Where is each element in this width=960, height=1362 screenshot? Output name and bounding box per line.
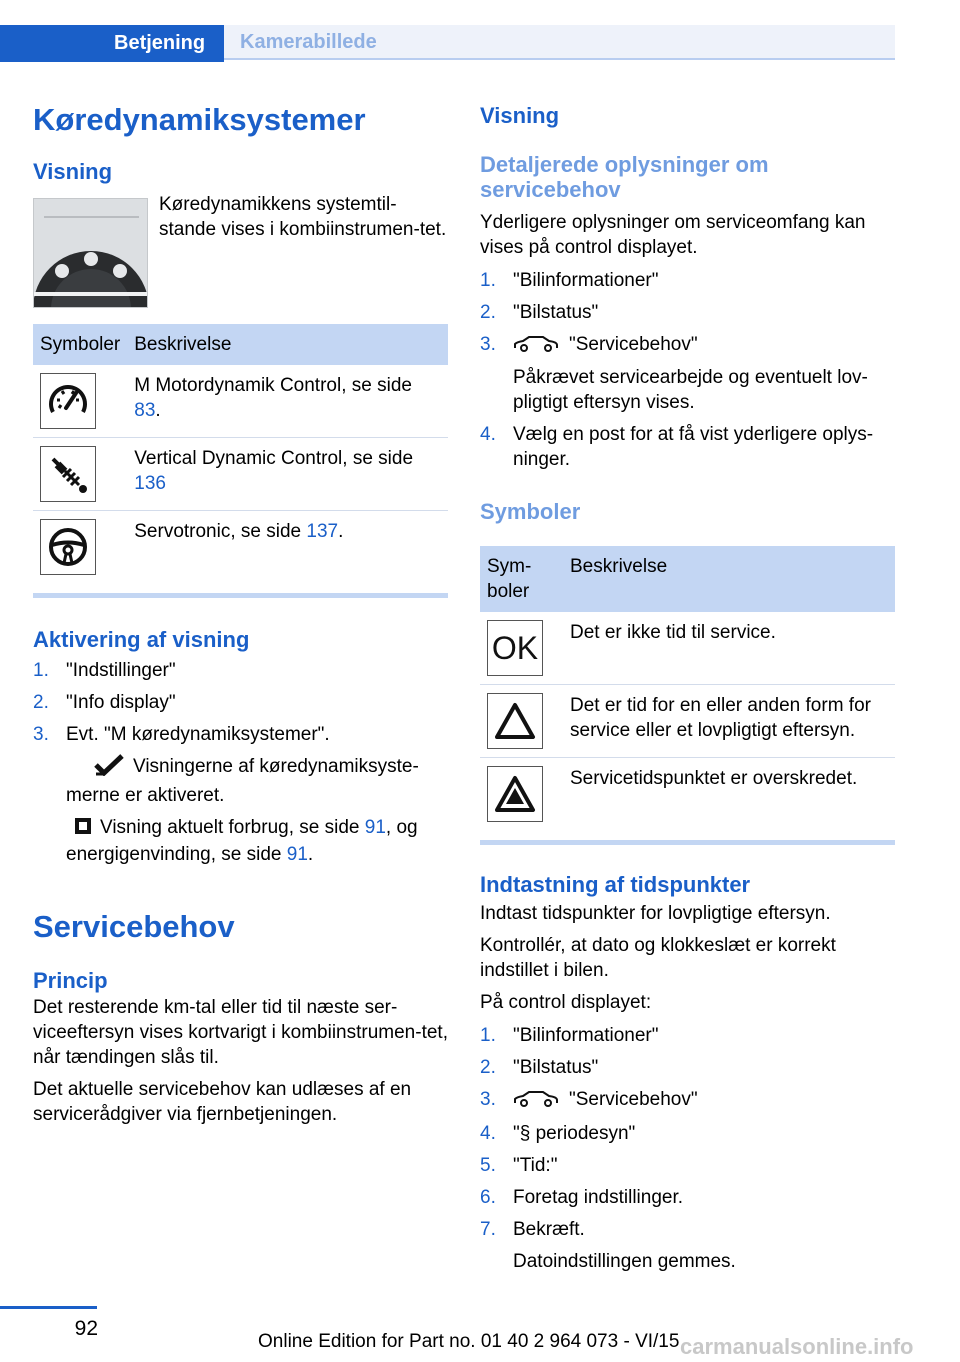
detail-text: Yderligere oplysninger om serviceomfang kan vises på control displayet. [480, 212, 866, 258]
tab-kamerabillede[interactable]: Kamerabillede [224, 25, 895, 60]
table-header-row [480, 546, 895, 612]
list-item: 3. Evt. "M køredynamiksystemer". Visningerne af køredynamiksyste-merne er aktiveret. Visning aktuelt forbrug, se side 91, og energigenvinding, se side 91. [33, 722, 448, 867]
car-icon [513, 1089, 559, 1114]
table-row [480, 758, 895, 831]
indtastning-p3: På control displayet: [480, 992, 652, 1013]
list-item: 7. Bekræft. Datoindstillingen gemmes. [480, 1217, 895, 1274]
row-desc: Det er tid for en eller anden form for service eller et lovpligtigt eftersyn. [563, 685, 895, 758]
section-title: Køredynamiksystemer [33, 102, 366, 137]
row-desc: M Motordynamik Control, se side 83. [127, 365, 448, 438]
symbol-table-right [480, 546, 895, 830]
indtastning-heading: Indtastning af tidspunkter [480, 872, 751, 897]
list-item: 6. Foretag indstillinger. [480, 1187, 684, 1208]
watermark: carmanualsonline.info [680, 1334, 914, 1359]
symbol-table-left [33, 324, 448, 583]
page-number: 92 [74, 1317, 98, 1340]
symboler-heading: Symboler [480, 499, 581, 524]
service-title: Servicebehov [33, 909, 235, 944]
page-link[interactable]: 136 [134, 473, 166, 494]
warning-triangle-icon [487, 693, 543, 749]
warning-triangle-filled-icon [487, 766, 543, 822]
row-desc: Servicetidspunktet er overskredet. [570, 768, 858, 789]
aktivering-list [33, 658, 448, 867]
row-desc: Servotronic, se side 137. [134, 521, 344, 542]
table-row [480, 685, 895, 758]
page-link[interactable]: 91 [364, 817, 386, 838]
detail-list [480, 268, 895, 472]
visning-intro [33, 192, 448, 314]
table-row [33, 438, 448, 511]
list-item: 4. Vælg en post for at få vist yderligere oplys-ninger. [480, 424, 874, 470]
square-icon [74, 817, 92, 842]
visning-text: Køredynamikkens systemtil-stande vises i kombiinstrumen-tet. [159, 194, 447, 240]
header-beskrivelse: Beskrivelse [563, 546, 895, 612]
visning-heading-right: Visning [480, 103, 560, 128]
ok-icon [487, 620, 543, 676]
list-item: 4. "§ periodesyn" [480, 1123, 636, 1144]
list-item: 3. "Servicebehov" [480, 1087, 895, 1114]
list-item: 2. "Info display" [33, 692, 176, 713]
list-item: 2. "Bilstatus" [480, 1057, 599, 1078]
indtastning-p2: Kontrollér, at dato og klokkeslæt er korrekt indstillet i bilen. [480, 935, 836, 981]
table-row [33, 365, 448, 438]
detail-heading: Detaljerede oplysninger om servicebehov [480, 152, 769, 202]
princip-heading: Princip [33, 968, 108, 993]
table-row [480, 612, 895, 685]
row-desc: Vertical Dynamic Control, se side 136 [127, 438, 448, 511]
princip-paragraph-2: Det aktuelle servicebehov kan udlæses af en servicerådgiver via fjernbetjeningen. [33, 1079, 412, 1125]
steering-wheel-icon [40, 519, 96, 575]
header-bar [0, 25, 895, 62]
aktivering-note-2: Visning aktuelt forbrug, se side 91, og energigenvinding, se side 91. [66, 817, 418, 865]
tab-betjening[interactable]: Betjening [0, 25, 224, 62]
list-item: 1. "Bilinformationer" [480, 1025, 659, 1046]
detail-step3-sub: Påkrævet servicearbejde og eventuelt lov-pligtigt eftersyn vises. [513, 367, 868, 413]
header-symboler: Sym-boler [480, 546, 563, 612]
footer-rule [0, 1306, 97, 1309]
table-row [33, 511, 448, 584]
list-item: 5. "Tid:" [480, 1155, 558, 1176]
table-end-rule [480, 840, 895, 845]
list-item: 2. "Bilstatus" [480, 302, 599, 323]
page-link[interactable]: 83 [134, 400, 156, 421]
footer-edition: Online Edition for Part no. 01 40 2 964 073 - VI/15 [258, 1331, 680, 1352]
list-item: 1. "Indstillinger" [33, 660, 176, 681]
visning-heading: Visning [33, 159, 113, 184]
aktivering-note-1: Visningerne af køredynamiksyste-merne er aktiveret. [66, 756, 419, 806]
table-end-rule [33, 593, 448, 598]
svg-text:OK: OK [491, 631, 539, 665]
princip-paragraph-1: Det resterende km-tal eller tid til næste ser-viceeftersyn vises kortvarigt i kombiinstrumen-tet, når tændingen slås til. [33, 997, 448, 1068]
gauge-icon [40, 373, 96, 429]
left-column [33, 100, 448, 1127]
shock-absorber-icon [40, 446, 96, 502]
right-column [480, 100, 895, 1274]
table-header-row [33, 324, 448, 365]
list-item: 1. "Bilinformationer" [480, 270, 659, 291]
header-symboler: Symboler [33, 324, 127, 365]
indtastning-p1: Indtast tidspunkter for lovpligtige eftersyn. [480, 903, 831, 924]
page-link[interactable]: 91 [286, 844, 308, 865]
instrument-cluster-image [33, 198, 148, 308]
row-desc: Det er ikke tid til service. [563, 612, 895, 685]
page-link[interactable]: 137 [306, 521, 339, 542]
list-item: 3. "Servicebehov" Påkrævet servicearbejde og eventuelt lov-pligtigt eftersyn vises. [480, 332, 895, 415]
checkmark-icon [93, 754, 125, 783]
indtastning-list [480, 1023, 895, 1274]
header-beskrivelse: Beskrivelse [127, 324, 448, 365]
indtastning-step7-sub: Datoindstillingen gemmes. [513, 1251, 736, 1272]
aktivering-heading: Aktivering af visning [33, 627, 250, 652]
car-icon [513, 334, 559, 359]
